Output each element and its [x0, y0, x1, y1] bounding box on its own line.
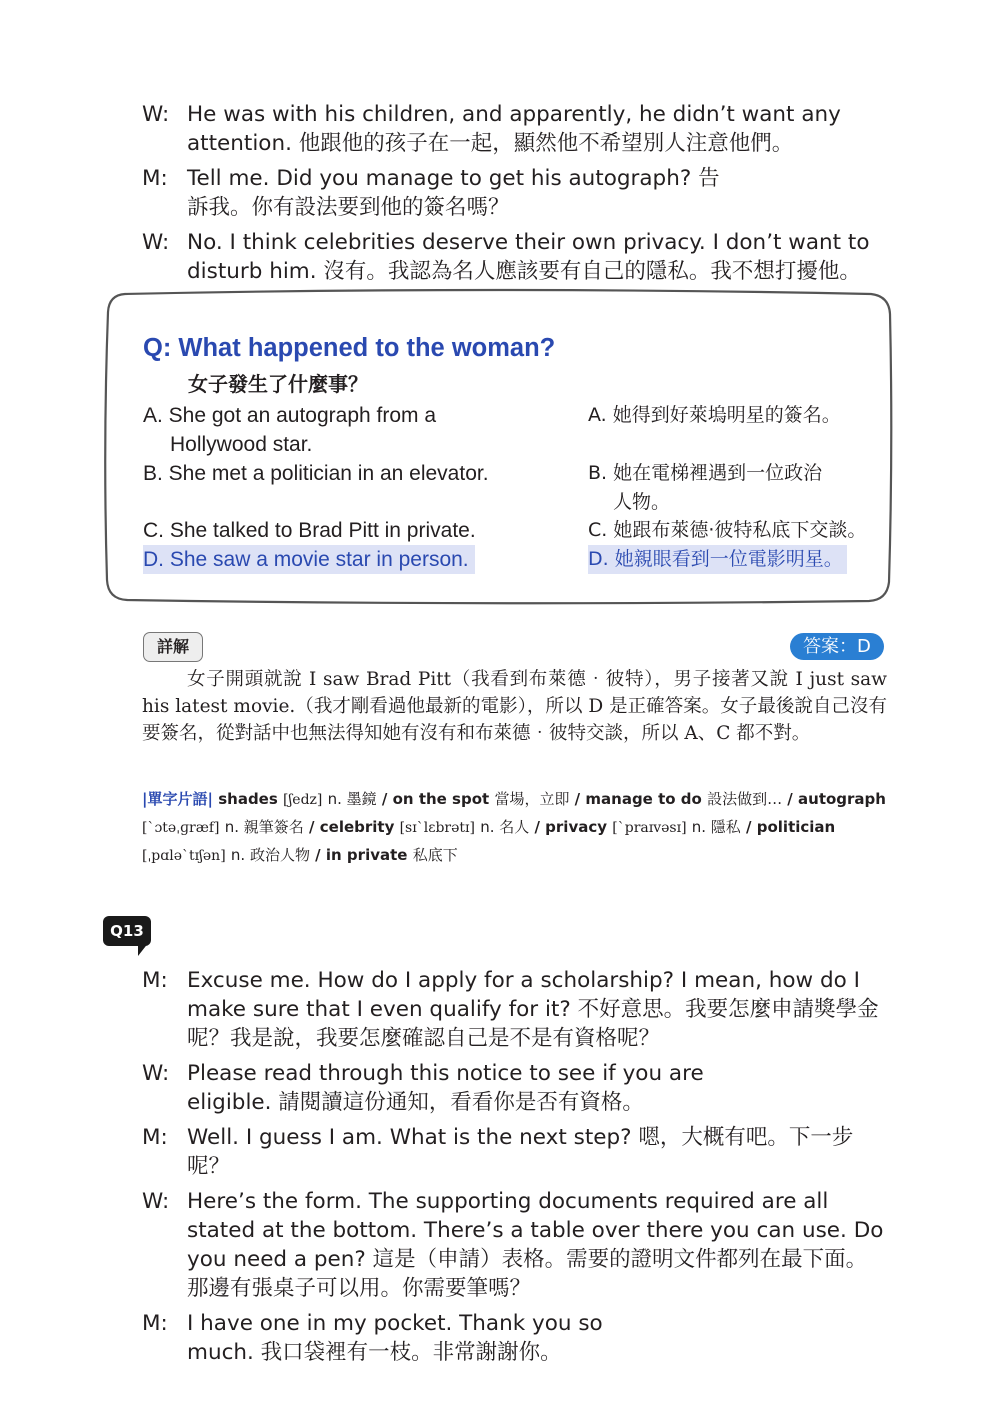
option-b: B. She met a politician in an elevator.	[143, 462, 489, 485]
vocab-entry: manage to do 設法做到… /	[585, 790, 799, 808]
dialog-top	[142, 100, 887, 286]
option-b-zh: B. 她在電梯裡遇到一位政治	[588, 462, 823, 484]
vocab-label: |單字片語|	[142, 790, 213, 808]
line-text: Here’s the form. The supporting documents required are all stated at the bottom. There’s a table over there you can use. Do you need a pen? 這是（申請）表格。需要的證明文件都列在最下面。那邊有張桌子可以用。你需要筆嗎？	[187, 1189, 884, 1301]
option-d-zh-correct: D. 她親眼看到一位電影明星。	[588, 545, 847, 574]
dialog-line	[142, 1123, 887, 1181]
explanation-text: 女子開頭就說 I saw Brad Pitt（我看到布萊德‧彼特），男子接著又說 I just saw his latest movie.（我才剛看過他最新的電影），所以 D 是正確答案。女子最後說自己沒有要簽名，從對話中也無法得知她有沒有和布萊德‧彼特交談，所以 A、C 都不對。	[142, 669, 887, 744]
speaker: W:	[142, 230, 170, 255]
vocab-entry: in private 私底下	[325, 846, 458, 864]
speaker: W:	[142, 1189, 170, 1214]
dialog-line	[142, 966, 887, 1053]
speaker: M:	[142, 1125, 168, 1150]
q13-badge-tail	[138, 942, 149, 956]
speaker: M:	[142, 968, 168, 993]
vocab-entry: celebrity [sɪˋlɛbrətɪ] n. 名人 /	[319, 818, 546, 836]
question-box	[103, 288, 893, 606]
vocab-entry: shades [ʃedz] n. 墨鏡 /	[218, 790, 393, 808]
dialog-line	[142, 100, 887, 158]
line-text: Please read through this notice to see if you are eligible. 請閱讀這份通知，看看你是否有資格。	[187, 1061, 704, 1115]
dialog-line	[142, 164, 887, 222]
dialog-q13	[142, 966, 887, 1367]
option-b-zh-cont: 人物。	[613, 491, 671, 513]
line-text: I have one in my pocket. Thank you so much. 我口袋裡有一枝。非常謝謝你。	[187, 1311, 603, 1365]
vocab-entry: on the spot 當場，立即 /	[392, 790, 586, 808]
question-title-zh: 女子發生了什麼事？	[188, 372, 368, 396]
line-text: He was with his children, and apparently, he didn’t want any attention. 他跟他的孩子在一起，顯然他不希望別人注意他們。	[187, 102, 841, 156]
speaker: M:	[142, 1311, 168, 1336]
speaker: W:	[142, 102, 170, 127]
vocab-section	[142, 786, 890, 870]
question-title: Q: What happened to the woman?	[143, 334, 556, 362]
line-text: Excuse me. How do I apply for a scholarship? I mean, how do I make sure that I even qualify for it? 不好意思。我要怎麼申請獎學金呢？我是說，我要怎麼確認自己是不是有資格呢？	[187, 968, 879, 1051]
answer-badge: 答案：D	[790, 633, 884, 660]
speaker: M:	[142, 166, 168, 191]
vocab-entry: politician [ˌpɑləˋtɪʃən] n. 政治人物 /	[142, 818, 836, 864]
vocab-entry: autograph [ˋɔtəˌɡræf] n. 親筆簽名 /	[142, 790, 886, 836]
vocab-entry: privacy [ˋpraɪvəsɪ] n. 隱私 /	[545, 818, 757, 836]
option-a-zh: A. 她得到好萊塢明星的簽名。	[588, 404, 841, 426]
dialog-line	[142, 1059, 887, 1117]
line-text: No. I think celebrities deserve their own privacy. I don’t want to disturb him. 沒有。我認為名人應該要有自己的隱私。我不想打擾他。	[187, 230, 870, 284]
dialog-line	[142, 1309, 887, 1367]
option-a: A. She got an autograph from a	[143, 404, 437, 427]
option-c-zh: C. 她跟布萊德‧彼特私底下交談。	[588, 519, 867, 541]
option-a-cont: Hollywood star.	[170, 433, 313, 456]
line-text: Tell me. Did you manage to get his autograph? 告訴我。你有設法要到他的簽名嗎？	[187, 166, 720, 220]
detail-tag: 詳解	[143, 632, 203, 662]
option-d-correct: D. She saw a movie star in person.	[143, 545, 475, 574]
dialog-line	[142, 1187, 887, 1303]
line-text: Well. I guess I am. What is the next step? 嗯，大概有吧。下一步呢？	[187, 1125, 854, 1179]
option-c: C. She talked to Brad Pitt in private.	[143, 519, 476, 542]
q13-badge: Q13	[103, 916, 151, 946]
speaker: W:	[142, 1061, 170, 1086]
dialog-line	[142, 228, 887, 286]
